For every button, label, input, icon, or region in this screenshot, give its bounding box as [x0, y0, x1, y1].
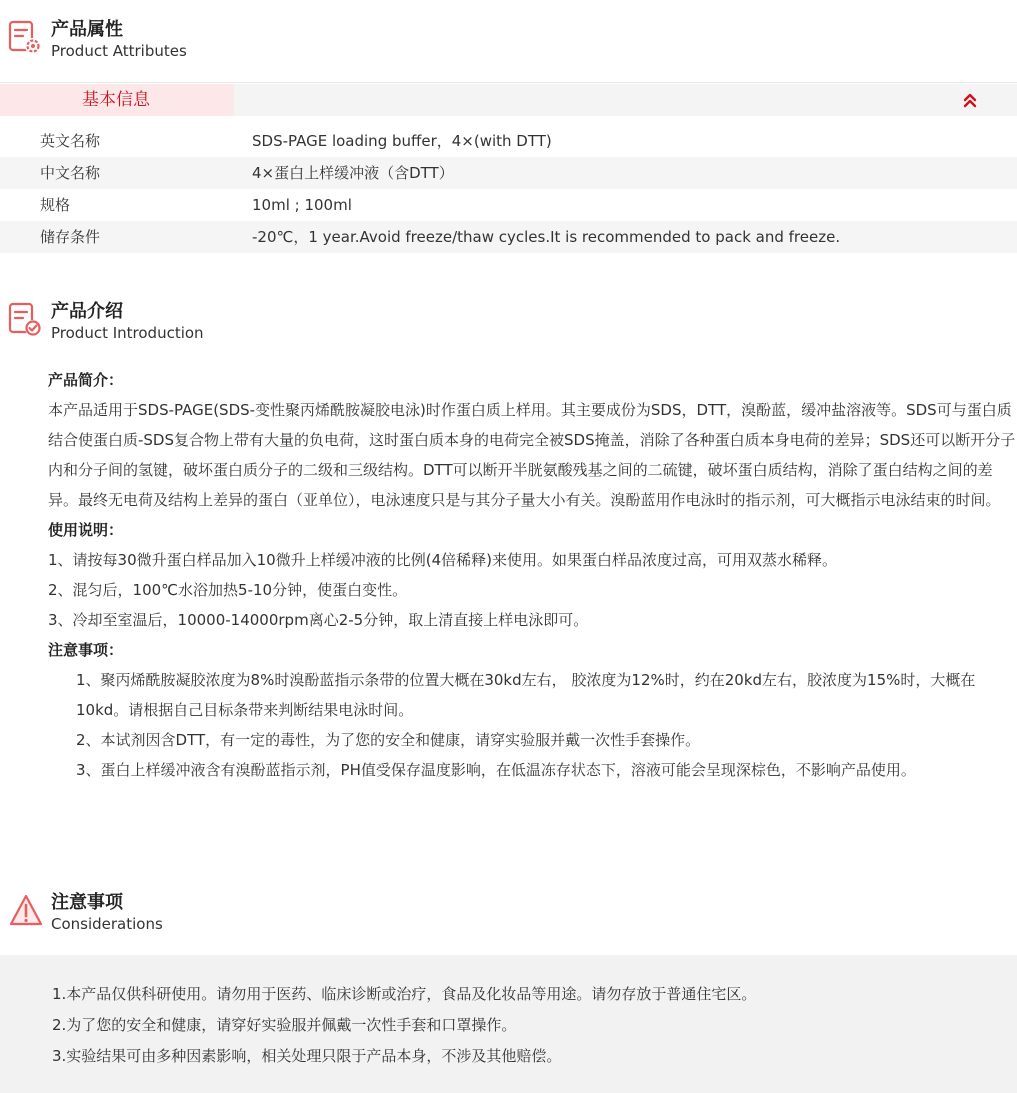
summary-heading: 产品简介：	[48, 371, 124, 389]
attr-value: 10ml ; 100ml	[252, 196, 352, 214]
attributes-section-header	[0, 18, 1017, 78]
attr-value: -20℃，1 year.Avoid freeze/thaw cycles.It is recommended to pack and freeze.	[252, 228, 841, 246]
summary-text: 本产品适用于SDS-PAGE(SDS-变性聚丙烯酰胺凝胶电泳)时作蛋白质上样用。其主要成份为SDS，DTT，溴酚蓝，缓冲盐溶液等。SDS可与蛋白质结合使蛋白质-SDS复合物上带有大量的负电荷，这时蛋白质本身的电荷完全被SDS掩盖，消除了各种蛋白质本身电荷的差异；SDS还可以断开分子内和分子间的氢键，破坏蛋白质分子的二级和三级结构。DTT可以断开半胱氨酸残基之间的二硫键，破坏蛋白质结构，消除了蛋白结构之间的差异。最终无电荷及结构上差异的蛋白（亚单位），电泳速度只是与其分子量大小有关。溴酚蓝用作电泳时的指示剂，可大概指示电泳结束的时间。	[48, 401, 1016, 509]
considerations-title-en: Considerations	[51, 915, 163, 933]
document-check-icon	[8, 300, 44, 340]
list-item: 2、本试剂因含DTT，有一定的毒性，为了您的安全和健康，请穿实验服并戴一次性手套操作。	[76, 731, 701, 749]
list-item: 1、请按每30微升蛋白样品加入10微升上样缓冲液的比例(4倍稀释)来使用。如果蛋白样品浓度过高，可用双蒸水稀释。	[48, 551, 837, 569]
basic-info-tab[interactable]	[0, 84, 234, 116]
list-item: 1、聚丙烯酰胺凝胶浓度为8%时溴酚蓝指示条带的位置大概在30kd左右， 胶浓度为12%时，约在20kd左右，胶浓度为15%时，大概在10kd。请根据自己目标条带来判断结果电泳时间。	[76, 671, 976, 719]
attributes-table	[0, 125, 1017, 253]
attr-key: 储存条件	[40, 228, 101, 246]
introduction-title-cn: 产品介绍	[51, 301, 123, 322]
table-row	[0, 189, 1017, 221]
usage-heading: 使用说明：	[48, 521, 124, 539]
table-row	[0, 125, 1017, 157]
table-row	[0, 221, 1017, 253]
considerations-title-cn: 注意事项	[51, 892, 123, 913]
attr-key: 英文名称	[40, 132, 101, 150]
considerations-list	[52, 979, 756, 1072]
double-chevron-up-icon[interactable]	[961, 91, 979, 109]
introduction-section-header	[0, 300, 1017, 360]
warning-triangle-icon	[8, 891, 44, 931]
attr-value: 4×蛋白上样缓冲液（含DTT）	[252, 164, 454, 182]
list-item: 1.本产品仅供科研使用。请勿用于医药、临床诊断或治疗，食品及化妆品等用途。请勿存放于普通住宅区。	[52, 985, 757, 1003]
list-item: 2.为了您的安全和健康，请穿好实验服并佩戴一次性手套和口罩操作。	[52, 1016, 517, 1034]
list-item: 3、蛋白上样缓冲液含有溴酚蓝指示剂，PH值受保存温度影响，在低温冻存状态下，溶液可能会呈现深棕色，不影响产品使用。	[76, 761, 916, 779]
introduction-body	[48, 365, 1016, 785]
basic-info-label: 基本信息	[82, 90, 150, 110]
section-divider	[0, 82, 1017, 83]
considerations-section-header	[0, 891, 1017, 951]
attr-key: 规格	[40, 196, 71, 214]
basic-info-bar[interactable]	[0, 84, 1017, 116]
document-gear-icon	[8, 18, 44, 58]
attr-key: 中文名称	[40, 164, 101, 182]
list-item: 2、混匀后，100℃水浴加热5-10分钟，使蛋白变性。	[48, 581, 408, 599]
attributes-title-cn: 产品属性	[51, 19, 123, 40]
table-row	[0, 157, 1017, 189]
attributes-title-en: Product Attributes	[51, 42, 187, 60]
attr-value: SDS-PAGE loading buffer，4×(with DTT)	[252, 132, 552, 150]
notes-heading: 注意事项：	[48, 641, 124, 659]
list-item: 3.实验结果可由多种因素影响，相关处理只限于产品本身，不涉及其他赔偿。	[52, 1047, 562, 1065]
list-item: 3、冷却至室温后，10000-14000rpm离心2-5分钟，取上清直接上样电泳即可。	[48, 611, 589, 629]
considerations-box	[0, 955, 1017, 1093]
introduction-title-en: Product Introduction	[51, 324, 204, 342]
